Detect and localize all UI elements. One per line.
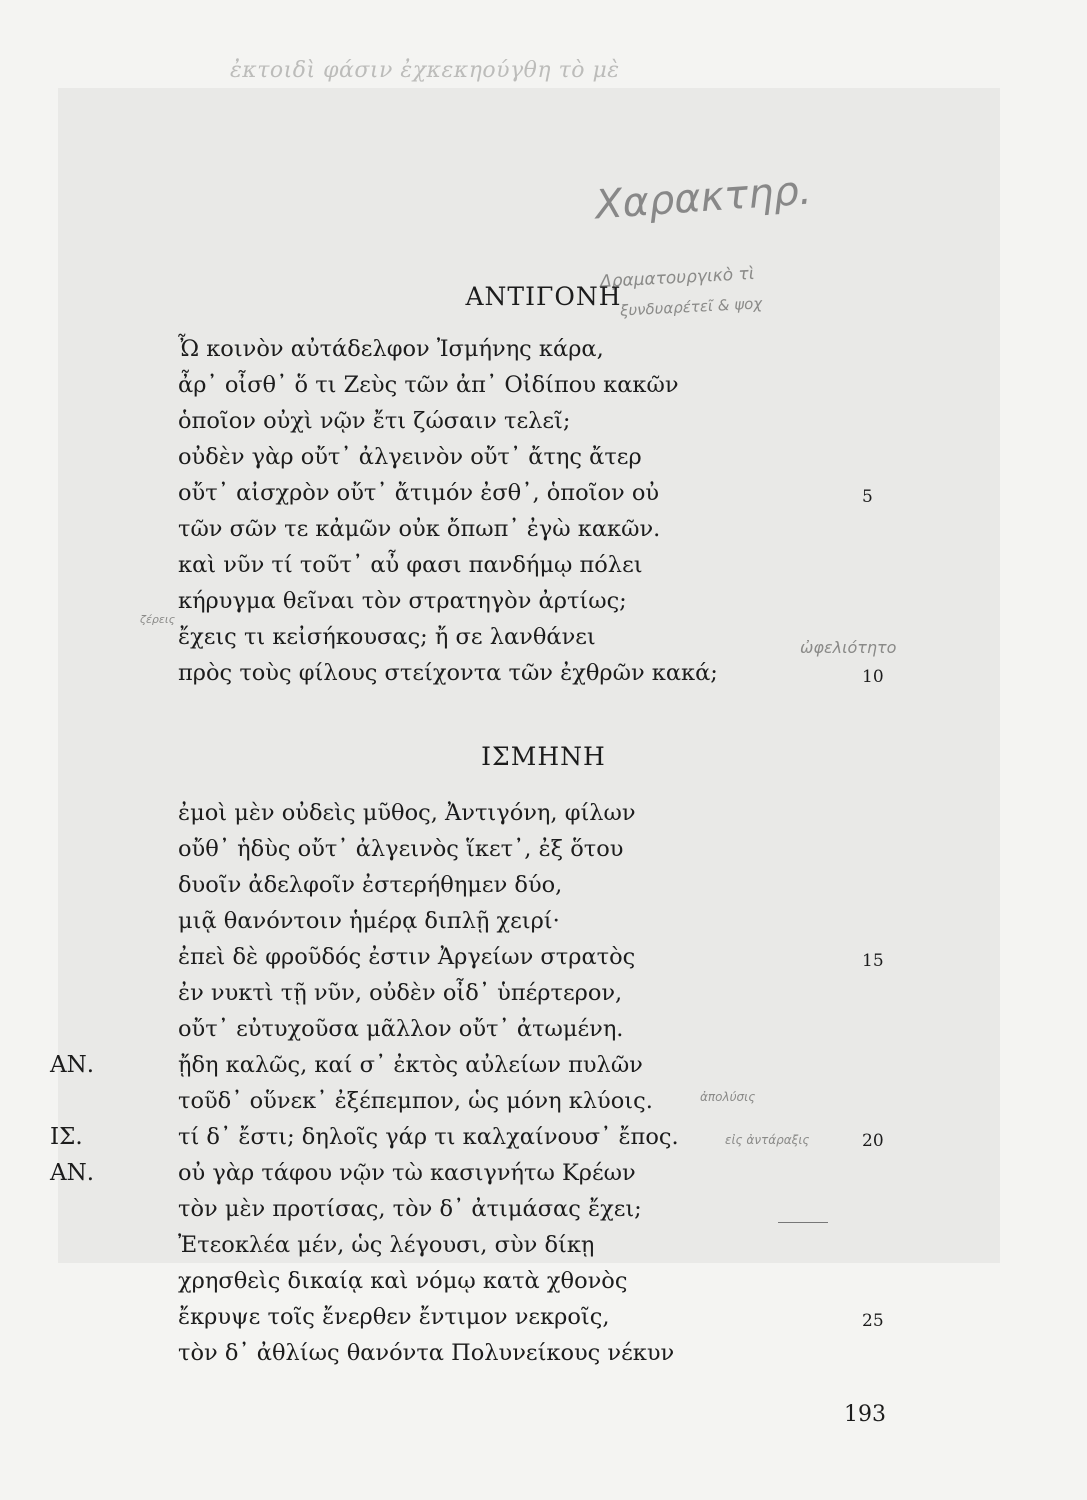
faint-header: ἐκτοιδὶ φάσιν ἐχκεκηούγθη τὸ μὲ (230, 58, 620, 83)
marginal-note-1: Δραματουργικὸ τὶ (599, 263, 755, 293)
speaker-heading-antigone: ΑΝΤΙΓΟΝΗ (465, 282, 622, 311)
line-number: 20 (862, 1131, 884, 1151)
verse-line: δυοῖν ἀδελφοῖν ἐστερήθημεν δύο, (178, 872, 563, 898)
marginal-note-2: ξυνδυαρέτεῖ & ψοχ (619, 294, 763, 320)
verse-line: ἐμοὶ μὲν οὐδεὶς μῦθος, Ἀντιγόνη, φίλων (178, 800, 636, 826)
marginal-note-20: εἰς ἀντάραξις (725, 1133, 810, 1147)
verse-line: Ἐτεοκλέα μέν, ὡς λέγουσι, σὺν δίκῃ (178, 1232, 595, 1258)
verse-line: τὸν δ᾽ ἀθλίως θανόντα Πολυνείκους νέκυν (178, 1340, 675, 1366)
verse-line: οὔτ᾽ εὐτυχοῦσα μᾶλλον οὔτ᾽ ἀτωμένη. (178, 1016, 624, 1042)
verse-line: οὔθ᾽ ἡδὺς οὔτ᾽ ἀλγεινὸς ἵκετ᾽, ἐξ ὅτου (178, 836, 624, 862)
verse-line: χρησθεὶς δικαίᾳ καὶ νόμῳ κατὰ χθονὸς (178, 1268, 628, 1294)
marginal-note-top: Χαρακτηρ. (593, 167, 813, 229)
verse-line: τῶν σῶν τε κἀμῶν οὐκ ὄπωπ᾽ ἐγὼ κακῶν. (178, 516, 661, 542)
verse-line: μιᾷ θανόντοιν ἡμέρᾳ διπλῇ χειρί· (178, 908, 560, 934)
speaker-heading-ismene: ΙΣΜΗΝΗ (481, 742, 606, 771)
verse-line: ἔκρυψε τοῖς ἔνερθεν ἔντιμον νεκροῖς, (178, 1304, 610, 1330)
verse-line: ἆρ᾽ οἶσθ᾽ ὅ τι Ζεὺς τῶν ἀπ᾽ Οἰδίπου κακῶν (178, 372, 679, 398)
verse-line: ὁποῖον οὐχὶ νῷν ἔτι ζώσαιν τελεῖ; (178, 408, 571, 434)
marginal-note-19: ἀπολύσις (700, 1090, 756, 1104)
speaker-tag: ΙΣ. (50, 1124, 83, 1150)
verse-line: ἔχεις τι κεἰσήκουσας; ἤ σε λανθάνει (178, 624, 596, 650)
verse-line: τοῦδ᾽ οὕνεκ᾽ ἐξέπεμπον, ὡς μόνη κλύοις. (178, 1088, 653, 1114)
line-number: 15 (862, 951, 884, 971)
verse-line: τὸν μὲν προτίσας, τὸν δ᾽ ἀτιμάσας ἔχει; (178, 1196, 642, 1222)
marginal-note-left: ζέρεις (140, 613, 176, 626)
verse-line: καὶ νῦν τί τοῦτ᾽ αὖ φασι πανδήμῳ πόλει (178, 552, 643, 578)
verse-line: Ὦ κοινὸν αὐτάδελφον Ἰσμήνης κάρα, (178, 336, 604, 362)
verse-line: κήρυγμα θεῖναι τὸν στρατηγὸν ἀρτίως; (178, 588, 627, 614)
verse-line: ᾔδη καλῶς, καί σ᾽ ἐκτὸς αὐλείων πυλῶν (178, 1052, 643, 1078)
verse-line: οὔτ᾽ αἰσχρὸν οὔτ᾽ ἄτιμόν ἐσθ᾽, ὁποῖον οὐ (178, 480, 660, 506)
line-number: 25 (862, 1311, 884, 1331)
verse-line: πρὸς τοὺς φίλους στείχοντα τῶν ἐχθρῶν κακά; (178, 660, 718, 686)
marginal-note-right: ὠφελιότητο (800, 638, 897, 657)
verse-line: τί δ᾽ ἔστι; δηλοῖς γάρ τι καλχαίνουσ᾽ ἔπος. (178, 1124, 679, 1150)
page-number: 193 (844, 1402, 886, 1427)
margin-dash (778, 1222, 828, 1223)
speaker-tag: ΑΝ. (50, 1160, 95, 1186)
verse-line: οὐδὲν γὰρ οὔτ᾽ ἀλγεινὸν οὔτ᾽ ἄτης ἄτερ (178, 444, 642, 470)
verse-line: ἐν νυκτὶ τῇ νῦν, οὐδὲν οἶδ᾽ ὑπέρτερον, (178, 980, 623, 1006)
line-number: 10 (862, 667, 884, 687)
line-number: 5 (862, 487, 873, 507)
speaker-tag: ΑΝ. (50, 1052, 95, 1078)
verse-line: ἐπεὶ δὲ φροῦδός ἐστιν Ἀργείων στρατὸς (178, 944, 636, 970)
verse-line: οὐ γὰρ τάφου νῷν τὼ κασιγνήτω Κρέων (178, 1160, 636, 1186)
